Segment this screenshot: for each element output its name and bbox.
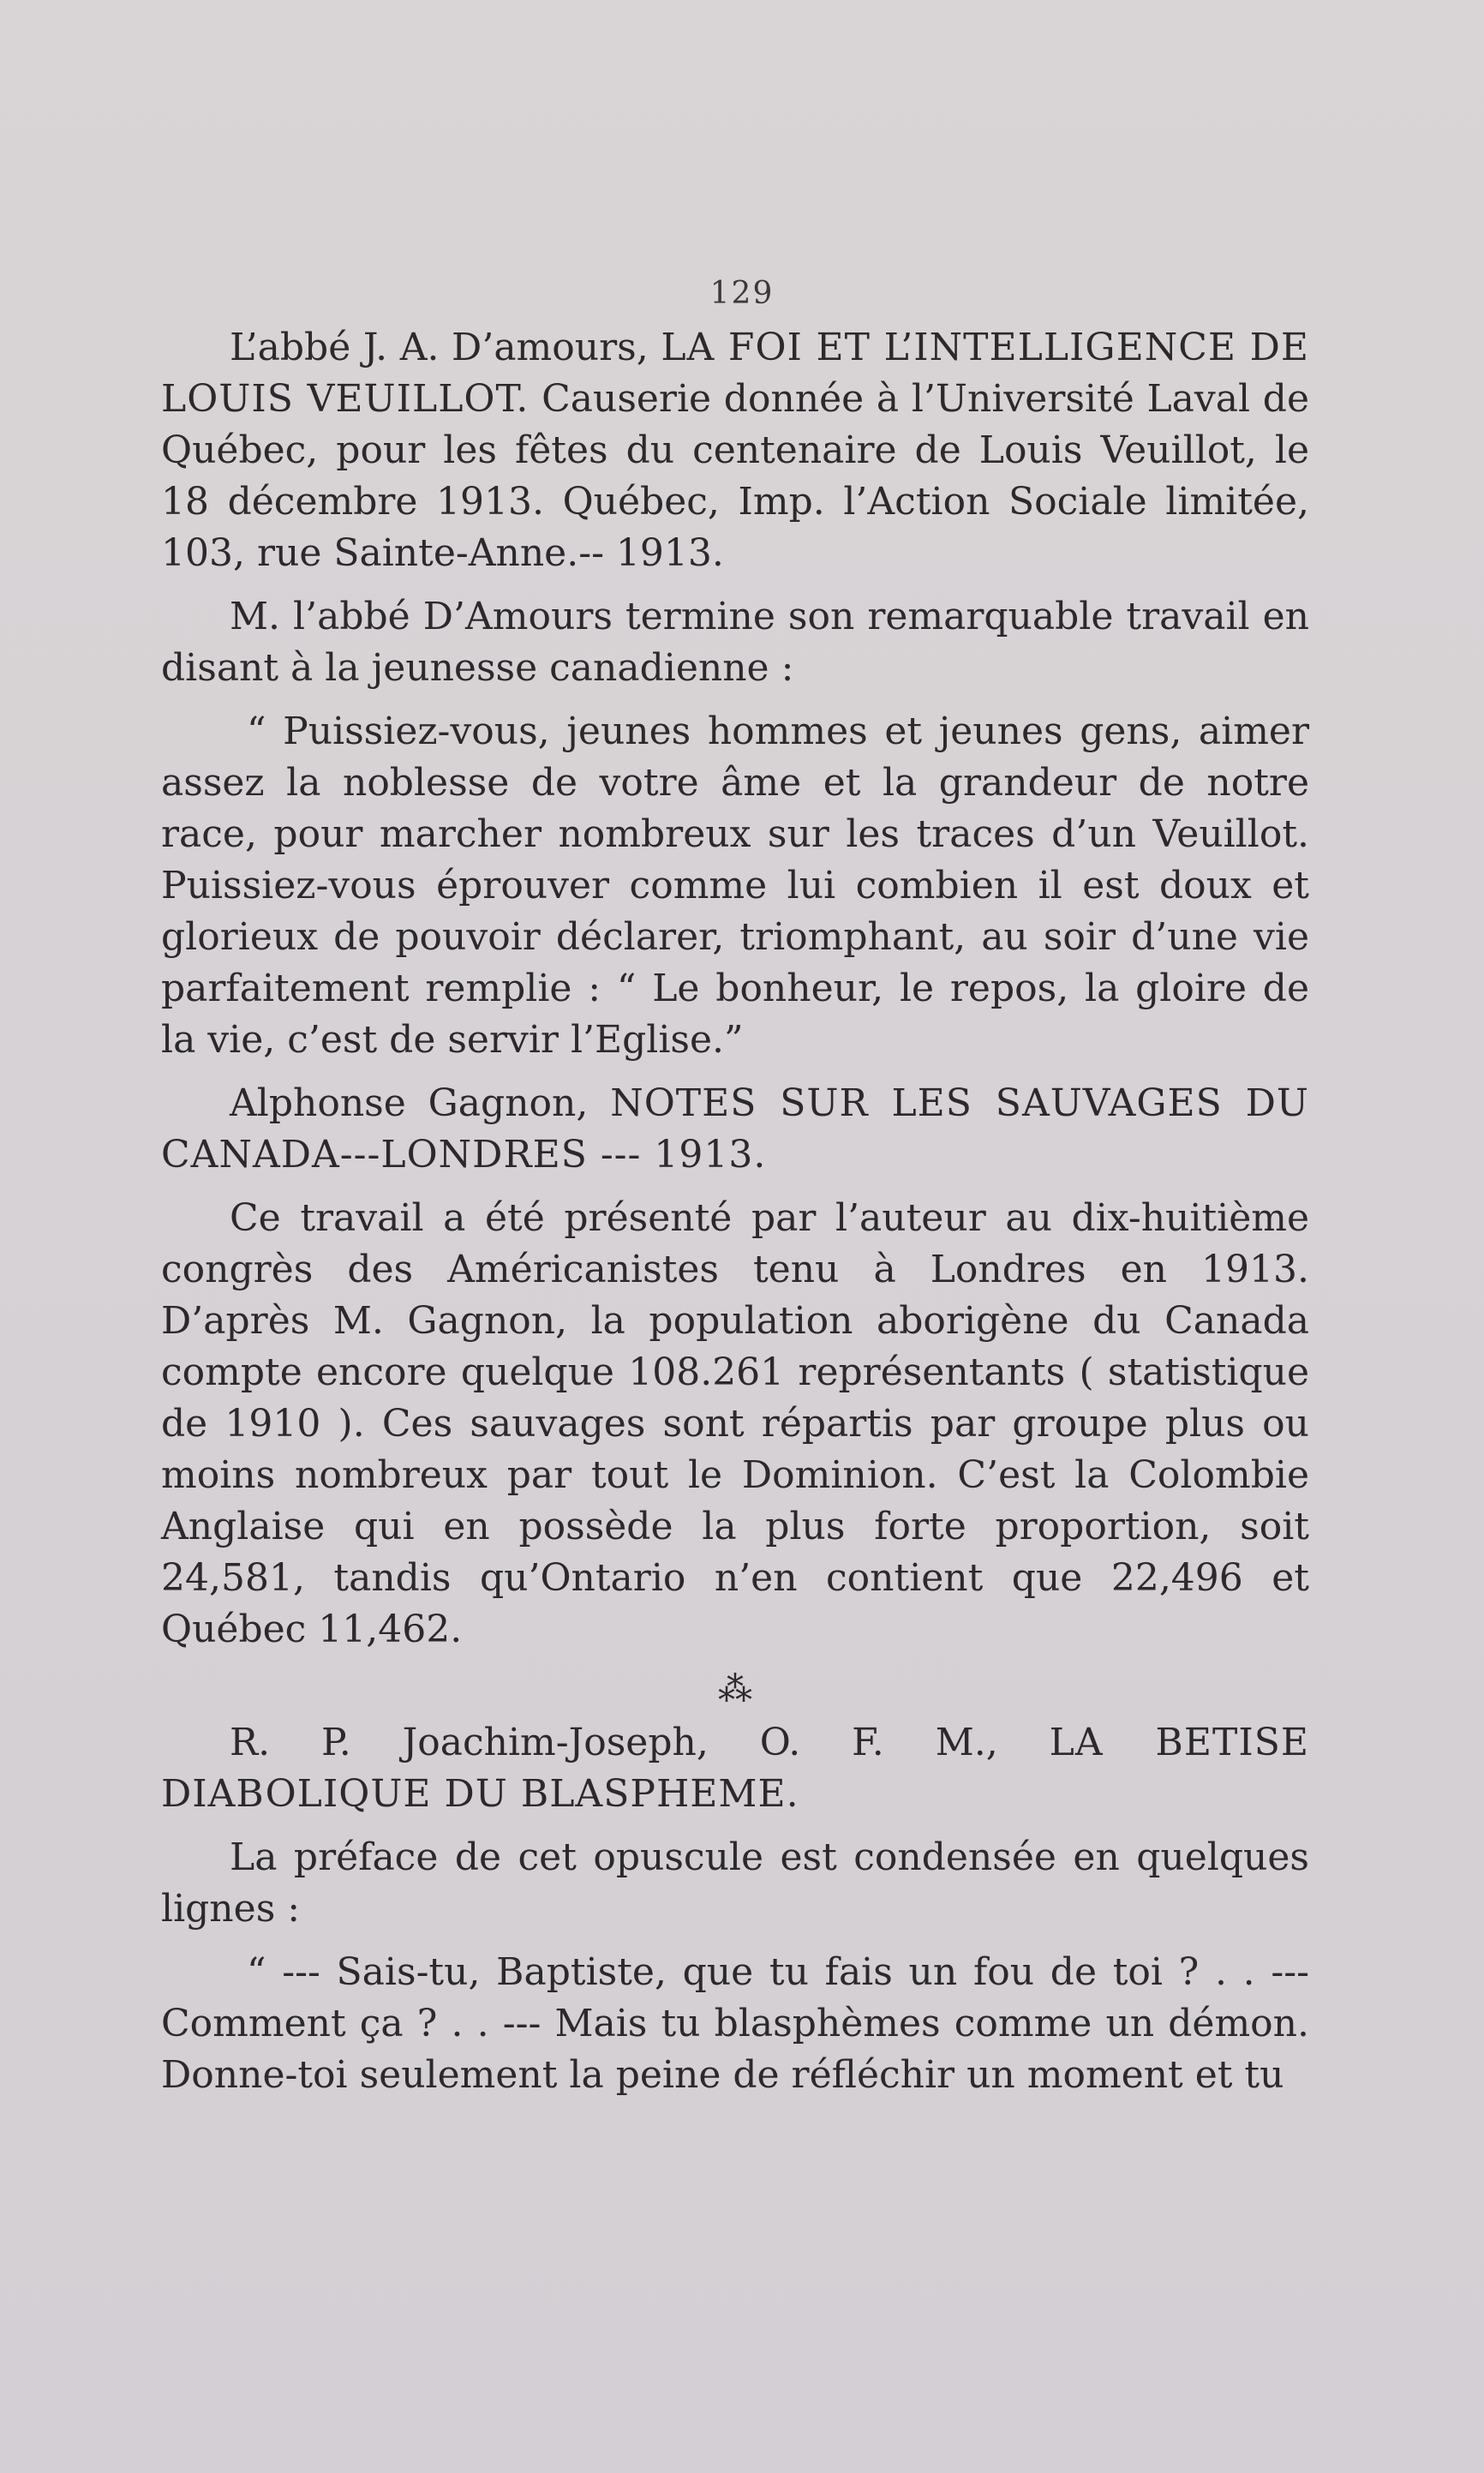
quote-baptiste: “ --- Sais-tu, Baptiste, que tu fais un fou de toi ? . . --- Comment ça ? . . --- Mais tu blasphèmes comme un démon. Donne-toi seulement la peine de réfléchir un moment et tu <box>161 1950 1309 2097</box>
entry-title: LA FOI ET L’INTELLIGENCE DE LOUIS VEUILLOT. <box>161 326 1309 421</box>
page-text <box>161 272 1309 2113</box>
entry-title: NOTES SUR LES SAUVAGES DU CANADA---LONDRES --- 1913. <box>161 1081 1309 1177</box>
paragraph-summary-damours: M. l’abbé D’Amours termine son remarquable travail en disant à la jeunesse canadienne : <box>161 595 1309 690</box>
entry-author: L’abbé J. A. D’amours, <box>230 326 649 369</box>
entry-author: Alphonse Gagnon, <box>230 1081 589 1125</box>
entry-gagnon <box>161 1078 1309 1181</box>
quote-damours: “ Puissiez-vous, jeunes hommes et jeunes gens, aimer assez la noblesse de votre âme et la grandeur de notre race, pour marcher nombreux sur les traces d’un Veuillot. Puissiez-vous éprouver comme lui combien il est doux et glorieux de pouvoir déclarer, triomphant, au soir d’une vie parfaitement remplie : “ Le bonheur, le repos, la gloire de la vie, c’est de servir l’Eglise.” <box>161 710 1309 1062</box>
asterism-divider: ⁂ <box>718 1670 752 1710</box>
entry-joachim <box>161 1717 1309 1820</box>
entry-damours <box>161 322 1309 579</box>
paragraph-preface: La préface de cet opuscule est condensée en quelques lignes : <box>161 1835 1309 1931</box>
entry-title: LA BETISE DIABOLIQUE DU BLASPHEME. <box>161 1721 1309 1816</box>
paragraph-summary-gagnon: Ce travail a été présenté par l’auteur au dix-huitième congrès des Américanistes tenu à Londres en 1913. D’après M. Gagnon, la population aborigène du Canada compte encore quelque 108.261 représentants ( statistique de 1910 ). Ces sauvages sont répartis par groupe plus ou moins nombreux par tout le Dominion. C’est la Colombie Anglaise qui en possède la plus forte proportion, soit 24,581, tandis qu’Ontario n’en contient que 22,496 et Québec 11,462. <box>161 1196 1309 1651</box>
page-number: 129 <box>709 276 775 311</box>
entry-author: R. P. Joachim-Joseph, O. F. M., <box>230 1721 998 1764</box>
entry-details: Causerie donnée à l’Université Laval de Québec, pour les fêtes du centenaire de Louis Veuillot, le 18 décembre 1913. Québec, Imp. l’Action Sociale limitée, 103, rue Sainte-Anne.-- 1913. <box>161 377 1309 575</box>
